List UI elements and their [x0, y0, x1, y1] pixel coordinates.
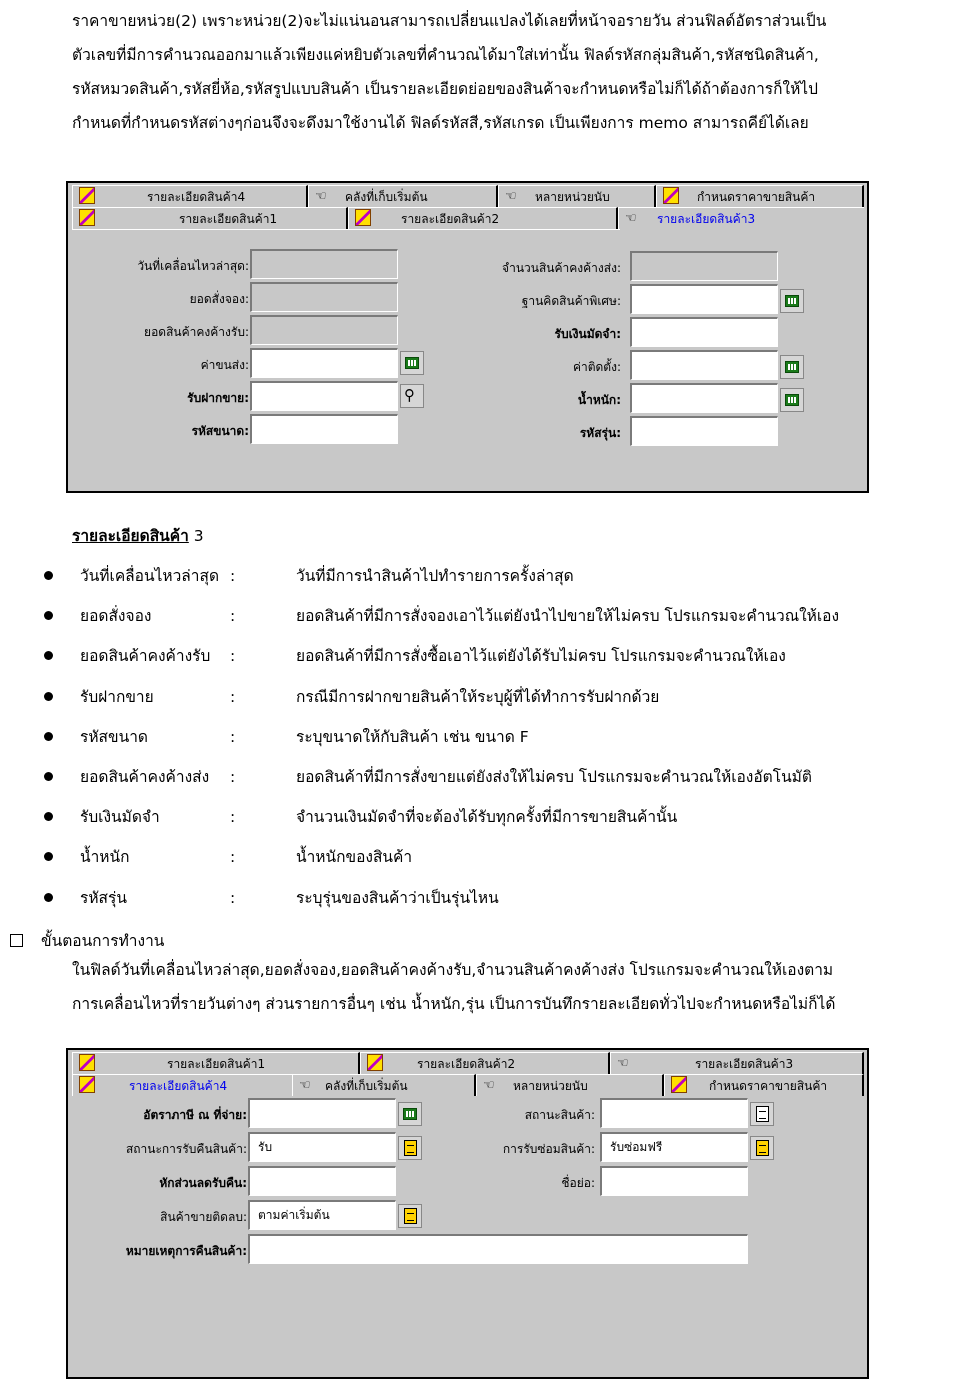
label-return-discount: หักส่วนลดรับคืน:: [159, 1176, 247, 1190]
form-icon: [663, 187, 679, 204]
form-icon: [79, 187, 95, 204]
lookup-button[interactable]: [398, 1136, 422, 1160]
label-size-code: รหัสขนาด:: [191, 424, 249, 438]
special-base-field[interactable]: [630, 284, 778, 314]
product-status-field[interactable]: [600, 1098, 748, 1128]
label-pending-ship: จำนวนสินค้าคงค้างส่ง:: [502, 261, 621, 275]
label-consignment: รับฝากขาย:: [187, 391, 249, 405]
label-model-code: รหัสรุ่น:: [579, 426, 621, 440]
model-code-field[interactable]: [630, 416, 778, 446]
label-deposit: รับเงินมัดจำ:: [554, 327, 621, 341]
steps-line: การเคลื่อนไหวที่รายวันต่างๆ ส่วนรายการอื่นๆ เช่น น้ำหนัก,รุ่น เป็นการบันทึกรายละเอียดทั่วไปจะกำหนดหรือไม่ก็ได้: [72, 995, 836, 1013]
calculator-button[interactable]: [780, 388, 804, 412]
tab-divider: [72, 229, 620, 230]
form-icon: [355, 209, 371, 226]
reserved-qty-field: [250, 282, 398, 312]
intro-line: กำหนดที่กำหนดรหัสต่างๆก่อนจึงจะดึงมาใช้งานได้ ฟิลด์รหัสสี,รหัสเกรด เป็นเพียงการ memo สามารถคีย์ได้เลย: [72, 114, 809, 132]
label-special-base: ฐานคิดสินค้าพิเศษ:: [521, 294, 621, 308]
tab-product-detail-1[interactable]: รายละเอียดสินค้า1: [72, 1052, 360, 1074]
calculator-icon: [785, 295, 799, 307]
label-weight: น้ำหนัก:: [577, 393, 621, 407]
form-icon: [79, 1076, 95, 1093]
steps-paragraph: [72, 953, 932, 1021]
pending-receive-field: [250, 315, 398, 345]
steps-heading: ขั้นตอนการทำงาน: [10, 927, 164, 955]
document-icon: [756, 1140, 769, 1156]
return-status-field[interactable]: รับ: [248, 1132, 396, 1162]
tab-product-detail-3[interactable]: ☜ รายละเอียดสินค้า3: [618, 207, 864, 229]
form-icon: [79, 1054, 95, 1071]
hand-icon: ☜: [625, 211, 637, 226]
consignment-field[interactable]: [250, 381, 398, 411]
withholding-tax-field[interactable]: [248, 1098, 396, 1128]
lookup-button[interactable]: [750, 1102, 774, 1126]
tab-default-warehouse[interactable]: ☜ คลังที่เก็บเริ่มต้น: [292, 1074, 476, 1096]
checkbox-icon: [10, 934, 23, 947]
label-install-cost: ค่าติดตั้ง:: [572, 360, 621, 374]
negative-stock-field[interactable]: ตามค่าเริ่มต้น: [248, 1200, 396, 1230]
label-last-movement-date: วันที่เคลื่อนไหวล่าสุด:: [137, 259, 249, 273]
tab-product-detail-2[interactable]: รายละเอียดสินค้า2: [348, 207, 618, 229]
calculator-button[interactable]: [780, 355, 804, 379]
install-cost-field[interactable]: [630, 350, 778, 380]
repair-service-field[interactable]: รับซ่อมฟรี: [600, 1132, 748, 1162]
label-repair-service: การรับซ่อมสินค้า:: [502, 1142, 595, 1156]
tab-product-detail-3[interactable]: ☜ รายละเอียดสินค้า3: [610, 1052, 864, 1074]
search-button[interactable]: [400, 384, 424, 408]
hand-icon: ☜: [483, 1078, 495, 1093]
steps-line: ในฟิลด์วันที่เคลื่อนไหวล่าสุด,ยอดสั่งจอง,ยอดสินค้าคงค้างรับ,จำนวนสินค้าคงค้างส่ง โปรแกรมจะคำนวณให้เองตาม: [72, 961, 834, 979]
calculator-icon: [405, 357, 419, 369]
label-negative-stock: สินค้าขายติดลบ:: [160, 1210, 247, 1224]
return-note-field[interactable]: [248, 1234, 748, 1264]
tab-product-detail-4[interactable]: รายละเอียดสินค้า4: [72, 1074, 292, 1096]
hand-icon: ☜: [315, 189, 327, 204]
label-withholding-tax: อัตราภาษี ณ ที่จ่าย:: [143, 1108, 247, 1122]
return-discount-field[interactable]: [248, 1166, 396, 1196]
lookup-button[interactable]: [750, 1136, 774, 1160]
intro-line: รหัสหมวดสินค้า,รหัสยี่ห้อ,รหัสรูปแบบสินค้า เป็นรายละเอียดย่อยของสินค้าจะกำหนดหรือไม่ก็ได้ถ้าต้องการก็ให้ไป: [72, 80, 818, 98]
label-return-note: หมายเหตุการคืนสินค้า:: [125, 1244, 247, 1258]
label-short-name: ชื่อย่อ:: [561, 1176, 595, 1190]
label-pending-receive: ยอดสินค้าคงค้างรับ:: [144, 325, 249, 339]
label-shipping-cost: ค่าขนส่ง:: [200, 358, 249, 372]
tab-default-warehouse[interactable]: ☜ คลังที่เก็บเริ่มต้น: [308, 185, 498, 207]
form-icon: [79, 209, 95, 226]
label-reserved-qty: ยอดสั่งจอง:: [189, 292, 249, 306]
document-icon: [404, 1208, 417, 1224]
intro-paragraph: [72, 4, 932, 140]
form-icon: [671, 1076, 687, 1093]
calculator-icon: [785, 361, 799, 373]
calculator-button[interactable]: [400, 351, 424, 375]
document-icon: [756, 1106, 769, 1122]
tab-product-detail-4[interactable]: รายละเอียดสินค้า4: [72, 185, 308, 207]
shipping-cost-field[interactable]: [250, 348, 398, 378]
hand-icon: ☜: [505, 189, 517, 204]
calculator-button[interactable]: [398, 1102, 422, 1126]
label-return-status: สถานะการรับคืนสินค้า:: [125, 1142, 247, 1156]
calculator-icon: [785, 394, 799, 406]
hand-icon: ☜: [299, 1078, 311, 1093]
intro-line: ราคาขายหน่วย(2) เพราะหน่วย(2)จะไม่แน่นอนสามารถเปลี่ยนแปลงได้เลยที่หน้าจอรายวัน ส่วนฟิลด์อัตราส่วนเป็น: [72, 12, 827, 30]
lookup-button[interactable]: [398, 1204, 422, 1228]
magnifier-icon: ⚲: [404, 386, 415, 404]
tab-product-detail-1[interactable]: รายละเอียดสินค้า1: [72, 207, 348, 229]
hand-icon: ☜: [617, 1056, 629, 1071]
short-name-field[interactable]: [600, 1166, 748, 1196]
tab-set-sale-price[interactable]: กำหนดราคาขายสินค้า: [664, 1074, 864, 1096]
calculator-button[interactable]: [780, 289, 804, 313]
tab-product-detail-2[interactable]: รายละเอียดสินค้า2: [360, 1052, 610, 1074]
document-icon: [404, 1140, 417, 1156]
intro-line: ตัวเลขที่มีการคำนวณออกมาแล้วเพียงแค่หยิบตัวเลขที่คำนวณได้มาใส่เท่านั้น ฟิลด์รหัสกลุ่มสินค้า,รหัสชนิดสินค้า,: [72, 46, 819, 64]
pending-ship-field: [630, 251, 778, 281]
size-code-field[interactable]: [250, 414, 398, 444]
deposit-field[interactable]: [630, 317, 778, 347]
weight-field[interactable]: [630, 383, 778, 413]
product-detail-3-screenshot: [66, 181, 869, 493]
tab-multi-units[interactable]: ☜ หลายหน่วยนับ: [498, 185, 656, 207]
product-detail-4-screenshot: [66, 1048, 869, 1379]
calculator-icon: [403, 1108, 417, 1120]
tab-set-sale-price[interactable]: กำหนดราคาขายสินค้า: [656, 185, 864, 207]
form-icon: [367, 1054, 383, 1071]
section-title: รายละเอียดสินค้า 3: [72, 527, 204, 545]
last-movement-date-field: [250, 249, 398, 279]
tab-multi-units[interactable]: ☜ หลายหน่วยนับ: [476, 1074, 664, 1096]
label-product-status: สถานะสินค้า:: [524, 1108, 595, 1122]
